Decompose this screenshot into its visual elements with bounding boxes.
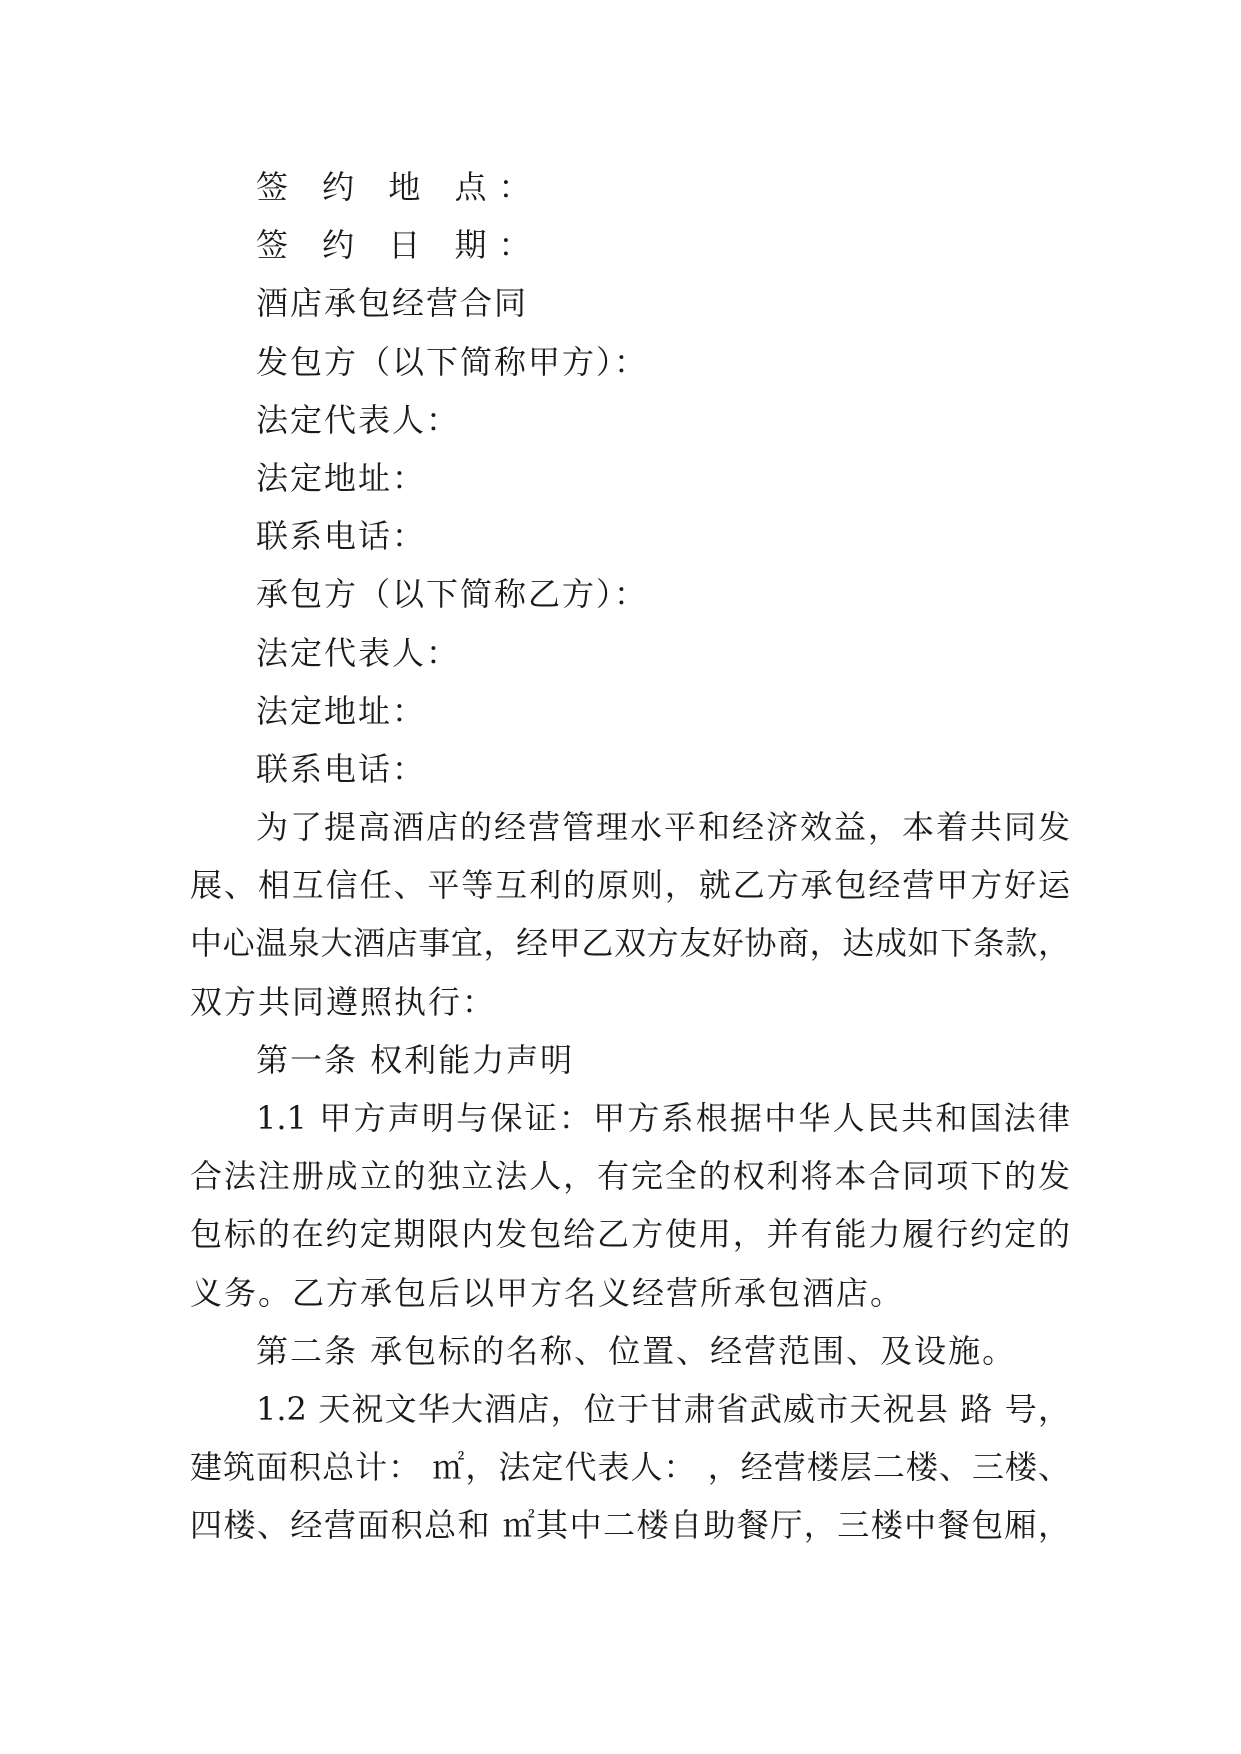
signing-place-label: 签 约 地 点： [256, 168, 543, 206]
party-b-phone-label: 联系电话： [256, 749, 427, 788]
article-1-line: 合法注册成立的独立法人，有完全的权利将本合同项下的发 [190, 1157, 1070, 1196]
preamble-line: 双方共同遵照执行： [190, 982, 497, 1021]
signing-date-label: 签 约 日 期： [256, 226, 543, 265]
article-1-line: 义务。乙方承包后以甲方名义经营所承包酒店。 [190, 1273, 905, 1312]
party-b-representative-label: 法定代表人： [256, 633, 461, 672]
article-2-title: 第二条 承包标的名称、位置、经营范围、及设施。 [256, 1331, 1017, 1370]
article-2-line: 建筑面积总计： ㎡，法定代表人： ，经营楼层二楼、三楼、 [190, 1448, 1070, 1487]
article-1-line: 包标的在约定期限内发包给乙方使用，并有能力履行约定的 [190, 1215, 1070, 1254]
article-1-title: 第一条 权利能力声明 [256, 1040, 575, 1079]
party-a-address-label: 法定地址： [256, 458, 427, 497]
article-2-line: 四楼、经营面积总和 ㎡其中二楼自助餐厅，三楼中餐包厢， [190, 1506, 1070, 1545]
contract-title: 酒店承包经营合同 [256, 284, 529, 323]
article-2-line: 1.2 天祝文华大酒店，位于甘肃省武威市天祝县 路 号， [256, 1389, 1070, 1428]
party-a-representative-label: 法定代表人： [256, 400, 461, 439]
contract-body [190, 158, 1070, 1555]
article-1-line: 1.1 甲方声明与保证：甲方系根据中华人民共和国法律 [256, 1099, 1070, 1137]
preamble-line: 展、相互信任、平等互利的原则，就乙方承包经营甲方好运 [190, 866, 1070, 905]
party-a-heading: 发包方（以下简称甲方）： [256, 342, 649, 381]
preamble-line: 为了提高酒店的经营管理水平和经济效益，本着共同发 [256, 808, 1070, 847]
party-b-heading: 承包方（以下简称乙方）： [256, 575, 649, 614]
party-b-address-label: 法定地址： [256, 691, 427, 730]
party-a-phone-label: 联系电话： [256, 517, 427, 556]
preamble-line: 中心温泉大酒店事宜，经甲乙双方友好协商，达成如下条款， [190, 924, 1070, 963]
